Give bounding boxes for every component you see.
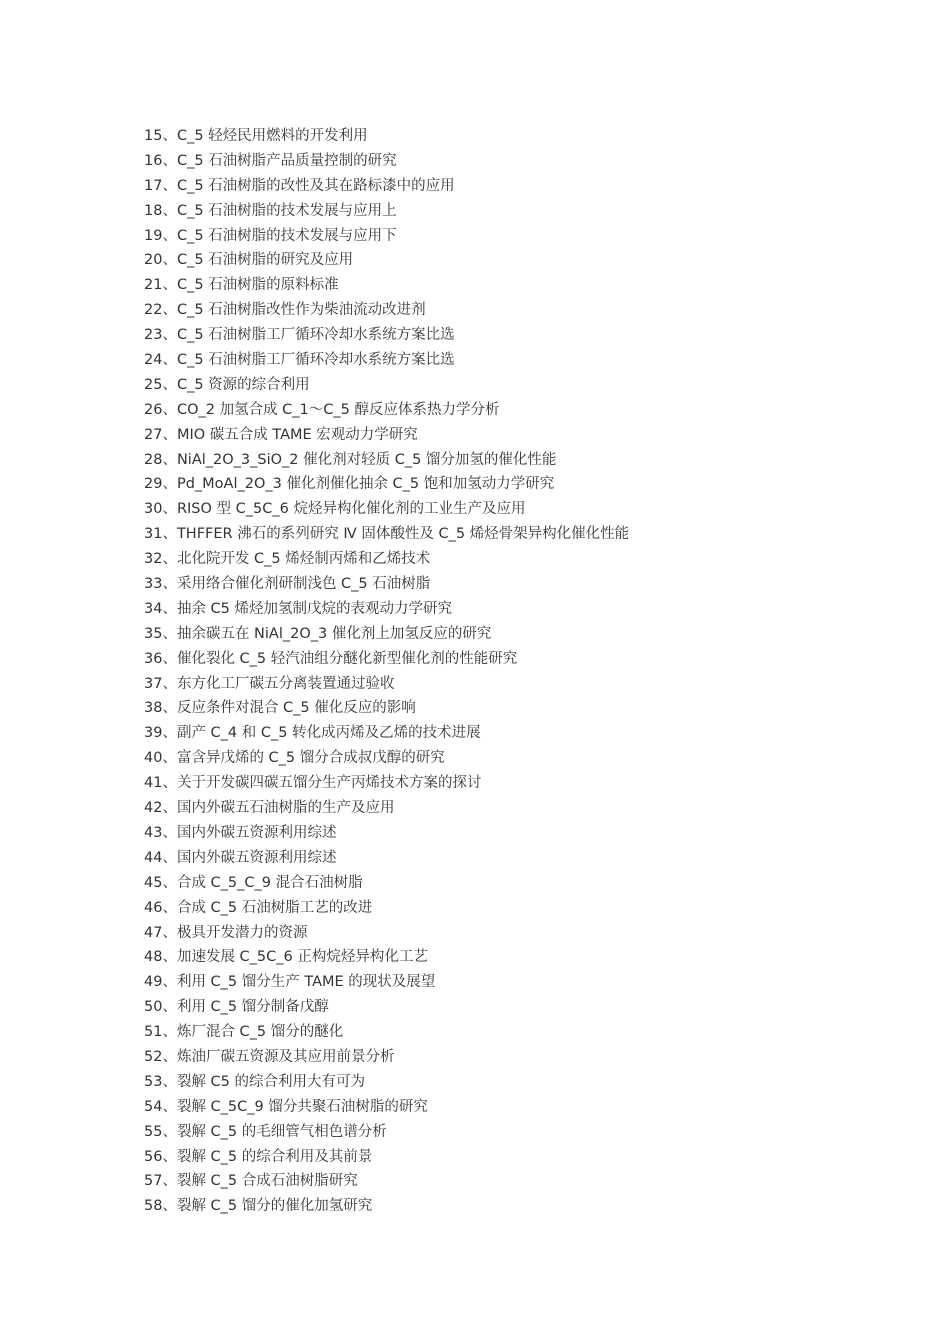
list-item: 57、裂解 C_5 合成石油树脂研究 <box>144 1173 358 1190</box>
list-item: 21、C_5 石油树脂的原料标准 <box>144 277 339 294</box>
list-item: 22、C_5 石油树脂改性作为柴油流动改进剂 <box>144 302 426 319</box>
list-item: 51、炼厂混合 C_5 馏分的醚化 <box>144 1024 344 1041</box>
list-item: 33、采用络合催化剂研制浅色 C_5 石油树脂 <box>144 576 431 593</box>
list-item: 32、北化院开发 C_5 烯烃制丙烯和乙烯技术 <box>144 551 431 568</box>
list-item: 17、C_5 石油树脂的改性及其在路标漆中的应用 <box>144 177 455 194</box>
list-item: 23、C_5 石油树脂工厂循环冷却水系统方案比选 <box>144 327 455 344</box>
list-item: 16、C_5 石油树脂产品质量控制的研究 <box>144 152 397 169</box>
list-item: 36、催化裂化 C_5 轻汽油组分醚化新型催化剂的性能研究 <box>144 650 518 667</box>
list-item: 54、裂解 C_5C_9 馏分共聚石油树脂的研究 <box>144 1098 428 1115</box>
list-item: 38、反应条件对混合 C_5 催化反应的影响 <box>144 700 416 717</box>
list-item: 37、东方化工厂碳五分离装置通过验收 <box>144 675 395 692</box>
list-item: 34、抽余 C5 烯烃加氢制戊烷的表观动力学研究 <box>144 600 453 617</box>
list-item: 46、合成 C_5 石油树脂工艺的改进 <box>144 899 373 916</box>
list-item: 55、裂解 C_5 的毛细管气相色谱分析 <box>144 1123 387 1140</box>
list-item: 35、抽余碳五在 NiAl_2O_3 催化剂上加氢反应的研究 <box>144 625 492 642</box>
list-item: 48、加速发展 C_5C_6 正构烷烃异构化工艺 <box>144 949 428 966</box>
list-item: 49、利用 C_5 馏分生产 TAME 的现状及展望 <box>144 974 436 991</box>
list-item: 29、Pd_MoAl_2O_3 催化剂催化抽余 C_5 饱和加氢动力学研究 <box>144 476 555 493</box>
list-item: 15、C_5 轻烃民用燃料的开发利用 <box>144 128 368 144</box>
list-item: 43、国内外碳五资源利用综述 <box>144 824 337 841</box>
list-item: 20、C_5 石油树脂的研究及应用 <box>144 252 354 269</box>
list-item: 24、C_5 石油树脂工厂循环冷却水系统方案比选 <box>144 352 455 369</box>
list-item: 58、裂解 C_5 馏分的催化加氢研究 <box>144 1198 373 1215</box>
list-item: 30、RISO 型 C_5C_6 烷烃异构化催化剂的工业生产及应用 <box>144 501 526 518</box>
list-item: 44、国内外碳五资源利用综述 <box>144 849 337 866</box>
list-item: 40、富含异戊烯的 C_5 馏分合成叔戊醇的研究 <box>144 750 445 767</box>
list-item: 39、副产 C_4 和 C_5 转化成丙烯及乙烯的技术进展 <box>144 725 481 742</box>
list-item: 47、极具开发潜力的资源 <box>144 924 308 941</box>
list-item: 25、C_5 资源的综合利用 <box>144 376 310 393</box>
list-item: 42、国内外碳五石油树脂的生产及应用 <box>144 800 395 817</box>
article-list <box>144 124 904 1219</box>
list-item: 18、C_5 石油树脂的技术发展与应用上 <box>144 202 397 219</box>
list-item: 53、裂解 C5 的综合利用大有可为 <box>144 1073 366 1090</box>
list-item: 50、利用 C_5 馏分制备戊醇 <box>144 999 329 1016</box>
list-item: 26、CO_2 加氢合成 C_1～C_5 醇反应体系热力学分析 <box>144 401 500 418</box>
list-item: 19、C_5 石油树脂的技术发展与应用下 <box>144 227 397 244</box>
list-item: 31、THFFER 沸石的系列研究 Ⅳ 固体酸性及 C_5 烯烃骨架异构化催化性能 <box>144 526 630 543</box>
list-item: 28、NiAl_2O_3_SiO_2 催化剂对轻质 C_5 馏分加氢的催化性能 <box>144 451 557 468</box>
list-item: 52、炼油厂碳五资源及其应用前景分析 <box>144 1048 395 1065</box>
list-item: 45、合成 C_5_C_9 混合石油树脂 <box>144 874 363 891</box>
list-item: 27、MIO 碳五合成 TAME 宏观动力学研究 <box>144 426 418 443</box>
list-item: 41、关于开发碳四碳五馏分生产丙烯技术方案的探讨 <box>144 775 482 792</box>
list-item: 56、裂解 C_5 的综合利用及其前景 <box>144 1148 373 1165</box>
